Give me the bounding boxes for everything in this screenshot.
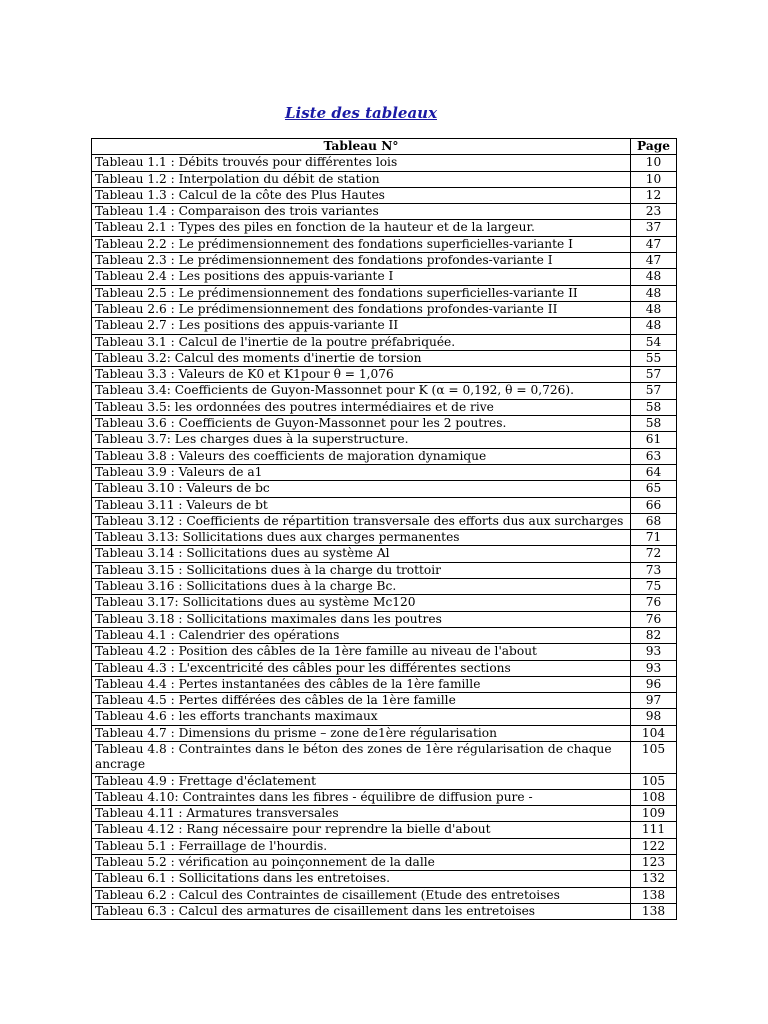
table-row (92, 416, 677, 432)
page-number: 138 (631, 887, 677, 903)
table-row (92, 285, 677, 301)
table-row (92, 399, 677, 415)
table-row (92, 513, 677, 529)
page-number: 111 (631, 822, 677, 838)
page-number: 98 (631, 709, 677, 725)
table-row (92, 709, 677, 725)
table-row (92, 546, 677, 562)
table-caption: Tableau 3.1 : Calcul de l'inertie de la poutre préfabriquée. (92, 334, 631, 350)
table-row (92, 334, 677, 350)
table-caption: Tableau 1.1 : Débits trouvés pour différentes lois (92, 155, 631, 171)
table-caption: Tableau 1.2 : Interpolation du débit de station (92, 171, 631, 187)
table-caption: Tableau 6.1 : Sollicitations dans les entretoises. (92, 871, 631, 887)
page-number: 37 (631, 220, 677, 236)
table-caption: Tableau 4.11 : Armatures transversales (92, 806, 631, 822)
table-row (92, 806, 677, 822)
page-number: 48 (631, 285, 677, 301)
table-caption: Tableau 4.6 : les efforts tranchants maximaux (92, 709, 631, 725)
table-row (92, 725, 677, 741)
list-of-tables (91, 138, 677, 920)
table-row (92, 301, 677, 317)
page-number: 23 (631, 204, 677, 220)
table-caption: Tableau 1.3 : Calcul de la côte des Plus Hautes (92, 187, 631, 203)
table-caption: Tableau 3.16 : Sollicitations dues à la charge Bc. (92, 579, 631, 595)
table-caption: Tableau 3.11 : Valeurs de bt (92, 497, 631, 513)
table-caption: Tableau 3.18 : Sollicitations maximales dans les poutres (92, 611, 631, 627)
table-caption: Tableau 4.2 : Position des câbles de la 1ère famille au niveau de l'about (92, 644, 631, 660)
table-caption: Tableau 4.7 : Dimensions du prisme – zone de1ère régularisation (92, 725, 631, 741)
table-row (92, 481, 677, 497)
page-number: 12 (631, 187, 677, 203)
table-row (92, 693, 677, 709)
table-row (92, 627, 677, 643)
table-caption: Tableau 3.13: Sollicitations dues aux charges permanentes (92, 530, 631, 546)
table-caption: Tableau 2.3 : Le prédimensionnement des fondations profondes-variante I (92, 253, 631, 269)
table-row (92, 660, 677, 676)
table-caption: Tableau 3.17: Sollicitations dues au système Mc120 (92, 595, 631, 611)
table-row (92, 318, 677, 334)
table-caption: Tableau 4.5 : Pertes différées des câbles de la 1ère famille (92, 693, 631, 709)
page-number: 57 (631, 367, 677, 383)
page-number: 48 (631, 301, 677, 317)
page-number: 58 (631, 399, 677, 415)
table-row (92, 171, 677, 187)
page-number: 104 (631, 725, 677, 741)
table-caption: Tableau 3.10 : Valeurs de bc (92, 481, 631, 497)
page-number: 58 (631, 416, 677, 432)
table-caption: Tableau 4.4 : Pertes instantanées des câbles de la 1ère famille (92, 676, 631, 692)
table-caption: Tableau 3.5: les ordonnées des poutres intermédiaires et de rive (92, 399, 631, 415)
table-row (92, 497, 677, 513)
table-caption: Tableau 3.3 : Valeurs de K0 et K1pour θ = 1,076 (92, 367, 631, 383)
table-row (92, 562, 677, 578)
table-row (92, 350, 677, 366)
page-number: 76 (631, 611, 677, 627)
table-caption: Tableau 4.10: Contraintes dans les fibres - équilibre de diffusion pure - (92, 789, 631, 805)
table-row (92, 579, 677, 595)
page-number: 64 (631, 464, 677, 480)
table-caption: Tableau 2.2 : Le prédimensionnement des fondations superficielles-variante I (92, 236, 631, 252)
table-row (92, 236, 677, 252)
table-row (92, 644, 677, 660)
table-row (92, 611, 677, 627)
table-caption: Tableau 2.6 : Le prédimensionnement des fondations profondes-variante II (92, 301, 631, 317)
page-number: 48 (631, 269, 677, 285)
table-caption: Tableau 2.5 : Le prédimensionnement des fondations superficielles-variante II (92, 285, 631, 301)
table-caption: Tableau 4.8 : Contraintes dans le béton des zones de 1ère régularisation de chaque ancrage (92, 741, 631, 773)
page-number: 123 (631, 855, 677, 871)
page-number: 65 (631, 481, 677, 497)
page-number: 54 (631, 334, 677, 350)
table-caption: Tableau 3.2: Calcul des moments d'inertie de torsion (92, 350, 631, 366)
table-row (92, 773, 677, 789)
page-number: 10 (631, 171, 677, 187)
page-number: 71 (631, 530, 677, 546)
table-row (92, 855, 677, 871)
header-page: Page (631, 139, 677, 155)
page-number: 96 (631, 676, 677, 692)
table-row (92, 204, 677, 220)
table-row (92, 789, 677, 805)
table-row (92, 838, 677, 854)
table-header-row (92, 139, 677, 155)
page-number: 47 (631, 236, 677, 252)
table-row (92, 253, 677, 269)
page-number: 55 (631, 350, 677, 366)
table-row (92, 187, 677, 203)
page-number: 48 (631, 318, 677, 334)
table-row (92, 741, 677, 773)
page-number: 105 (631, 741, 677, 773)
table-row (92, 530, 677, 546)
table-caption: Tableau 2.7 : Les positions des appuis-variante II (92, 318, 631, 334)
table-caption: Tableau 3.6 : Coefficients de Guyon-Massonnet pour les 2 poutres. (92, 416, 631, 432)
table-caption: Tableau 1.4 : Comparaison des trois variantes (92, 204, 631, 220)
table-caption: Tableau 3.15 : Sollicitations dues à la charge du trottoir (92, 562, 631, 578)
page-number: 68 (631, 513, 677, 529)
page-number: 97 (631, 693, 677, 709)
page-number: 61 (631, 432, 677, 448)
table-caption: Tableau 3.4: Coefficients de Guyon-Massonnet pour K (α = 0,192, θ = 0,726). (92, 383, 631, 399)
page-number: 122 (631, 838, 677, 854)
page-number: 82 (631, 627, 677, 643)
page-number: 73 (631, 562, 677, 578)
table-caption: Tableau 2.1 : Types des piles en fonction de la hauteur et de la largeur. (92, 220, 631, 236)
table-row (92, 887, 677, 903)
table-caption: Tableau 4.3 : L'excentricité des câbles pour les différentes sections (92, 660, 631, 676)
page-number: 132 (631, 871, 677, 887)
table-row (92, 220, 677, 236)
table-caption: Tableau 6.2 : Calcul des Contraintes de cisaillement (Etude des entretoises (92, 887, 631, 903)
table-caption: Tableau 2.4 : Les positions des appuis-variante I (92, 269, 631, 285)
page-number: 109 (631, 806, 677, 822)
page-number: 47 (631, 253, 677, 269)
page-number: 75 (631, 579, 677, 595)
table-caption: Tableau 4.9 : Frettage d'éclatement (92, 773, 631, 789)
table-row (92, 432, 677, 448)
page-number: 138 (631, 903, 677, 919)
table-caption: Tableau 4.1 : Calendrier des opérations (92, 627, 631, 643)
page-number: 72 (631, 546, 677, 562)
table-caption: Tableau 4.12 : Rang nécessaire pour reprendre la bielle d'about (92, 822, 631, 838)
table-row (92, 155, 677, 171)
table-caption: Tableau 3.14 : Sollicitations dues au système Al (92, 546, 631, 562)
page-title: Liste des tableaux (284, 104, 438, 122)
page-number: 57 (631, 383, 677, 399)
table-row (92, 903, 677, 919)
header-table-number: Tableau N° (92, 139, 631, 155)
table-caption: Tableau 5.2 : vérification au poinçonnement de la dalle (92, 855, 631, 871)
page-number: 105 (631, 773, 677, 789)
page-number: 76 (631, 595, 677, 611)
table-row (92, 464, 677, 480)
page-number: 63 (631, 448, 677, 464)
table-body (92, 155, 677, 920)
table-row (92, 383, 677, 399)
page-number: 66 (631, 497, 677, 513)
table-caption: Tableau 5.1 : Ferraillage de l'hourdis. (92, 838, 631, 854)
table-row (92, 367, 677, 383)
table-row (92, 676, 677, 692)
page-number: 108 (631, 789, 677, 805)
page-number: 93 (631, 660, 677, 676)
table-caption: Tableau 6.3 : Calcul des armatures de cisaillement dans les entretoises (92, 903, 631, 919)
table-caption: Tableau 3.8 : Valeurs des coefficients de majoration dynamique (92, 448, 631, 464)
page-number: 10 (631, 155, 677, 171)
table-caption: Tableau 3.7: Les charges dues à la superstructure. (92, 432, 631, 448)
page-number: 93 (631, 644, 677, 660)
table-row (92, 448, 677, 464)
table-row (92, 269, 677, 285)
table-row (92, 822, 677, 838)
table-caption: Tableau 3.12 : Coefficients de répartition transversale des efforts dus aux surcharges (92, 513, 631, 529)
table-row (92, 871, 677, 887)
table-row (92, 595, 677, 611)
table-caption: Tableau 3.9 : Valeurs de a1 (92, 464, 631, 480)
